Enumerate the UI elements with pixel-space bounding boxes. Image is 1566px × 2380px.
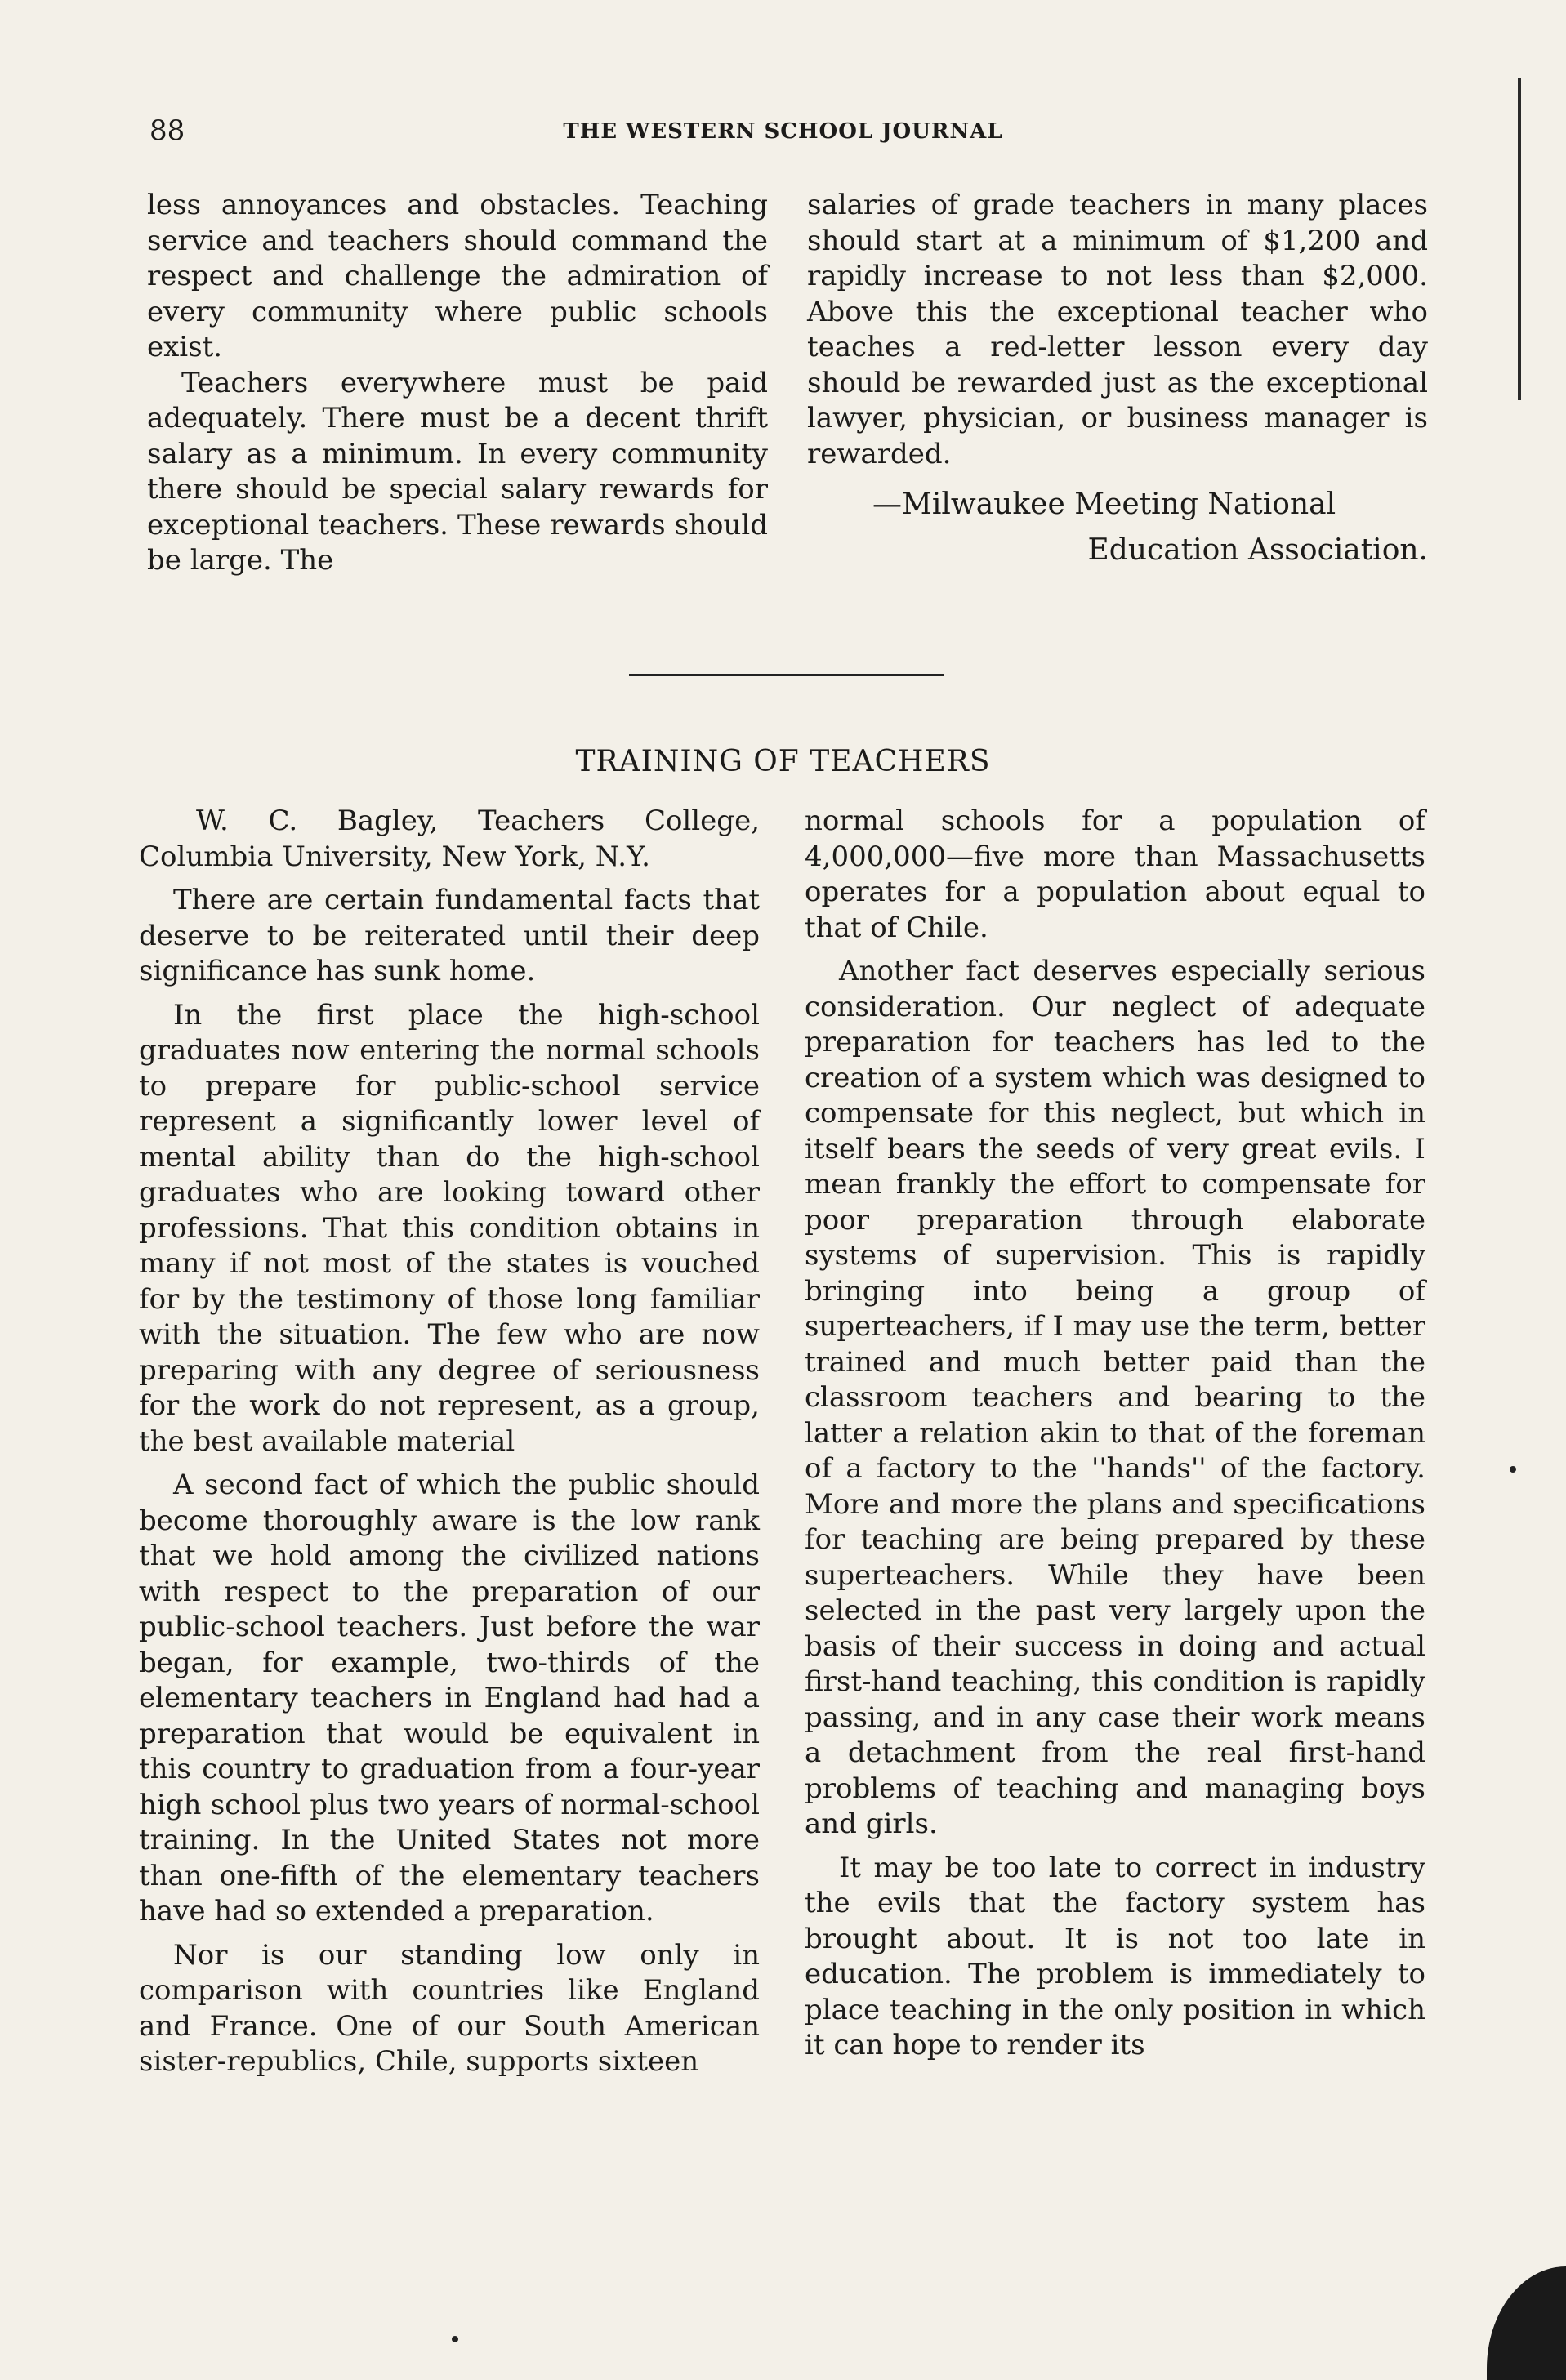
page-corner-shadow bbox=[1487, 2266, 1566, 2380]
paragraph: normal schools for a population of 4,000,000—five more than Massachusetts operates for a population about equal to that of Chile. bbox=[805, 804, 1425, 944]
paragraph: A second fact of which the public should become thoroughly aware is the low rank that we hold among the civilized nations with respect to the preparation of our public-school teachers. Just before the war began, for example, two-thirds of the elementary teachers in England had had a preparation that would be equivalent in this country to graduation from a four-year high school plus two years of normal-school training. In the United States not more than one-fifth of the elementary teachers have had so extended a preparation. bbox=[139, 1469, 760, 1928]
paragraph: Nor is our standing low only in comparison with countries like England and France. One of our South American sister-republics, Chile, supports sixteen bbox=[139, 1938, 760, 2078]
top-article-right-column bbox=[807, 188, 1428, 573]
paragraph: It may be too late to correct in industry the evils that the factory system has brought about. It is not too late in education. The problem is immediately to place teaching in the only position in which it can hope to render its bbox=[805, 1851, 1425, 2061]
byline bbox=[139, 804, 760, 875]
journal-title: THE WESTERN SCHOOL JOURNAL bbox=[563, 119, 1003, 144]
ink-speck bbox=[1510, 1466, 1516, 1473]
article-left-column bbox=[139, 804, 760, 2080]
paragraph: Another fact deserves especially serious consideration. Our neglect of adequate preparation for teachers has led to the creation of a system which was designed to compensate for this neglect, but which in itself bears the seeds of very great evils. I mean frankly the effort to compensate for poor preparation through elaborate systems of supervision. This is rapidly bringing into being a group of superteachers, if I may use the term, better trained and much better paid than the classroom teachers and bearing to the latter a relation akin to that of the foreman of a factory to the ''hands'' of the factory. More and more the plans and specifications for teaching are being prepared by these superteachers. While they have been selected in the past very largely upon the basis of their success in doing and actual first-hand teaching, this condition is rapidly passing, and in any case their work means a detachment from the real first-hand problems of teaching and managing boys and girls. bbox=[805, 955, 1425, 1840]
paragraph: salaries of grade teachers in many places should start at a minimum of $1,200 and rapidly increase to not less than $2,000. Above this the exceptional teacher who teaches a red-letter lesson every day should be rewarded just as the exceptional lawyer, physician, or business manager is rewarded. bbox=[807, 189, 1428, 470]
signature-line: —Milwaukee Meeting National bbox=[872, 488, 1336, 521]
article-title: TRAINING OF TEACHERS bbox=[575, 745, 991, 778]
ink-speck bbox=[452, 2336, 458, 2342]
page-number: 88 bbox=[149, 114, 185, 147]
article-right-column bbox=[805, 804, 1425, 2064]
byline-text: W. C. Bagley, Teachers College, Columbia University, New York, N.Y. bbox=[139, 804, 760, 873]
paragraph: In the first place the high-school graduates now entering the normal schools to prepare for public-school service represent a significantly lower level of mental ability than do the high-school graduates who are looking toward other professions. That this condition obtains in many if not most of the states is vouched for by the testimony of those long familiar with the situation. The few who are now preparing with any degree of seriousness for the work do not represent, as a group, the best available material bbox=[139, 998, 760, 1458]
section-divider bbox=[629, 674, 944, 676]
top-article-left-column bbox=[147, 188, 768, 579]
signature-line: Education Association. bbox=[1087, 533, 1428, 567]
paragraph: Teachers everywhere must be paid adequately. There must be a decent thrift salary as a minimum. In every community there should be special salary rewards for exceptional teachers. These rewards should be large. The bbox=[147, 366, 768, 577]
paragraph: less annoyances and obstacles. Teaching service and teachers should command the respect and challenge the admiration of every community where public schools exist. bbox=[147, 189, 768, 363]
signature bbox=[807, 482, 1428, 573]
paragraph: There are certain fundamental facts that deserve to be reiterated until their deep significance has sunk home. bbox=[139, 884, 760, 987]
